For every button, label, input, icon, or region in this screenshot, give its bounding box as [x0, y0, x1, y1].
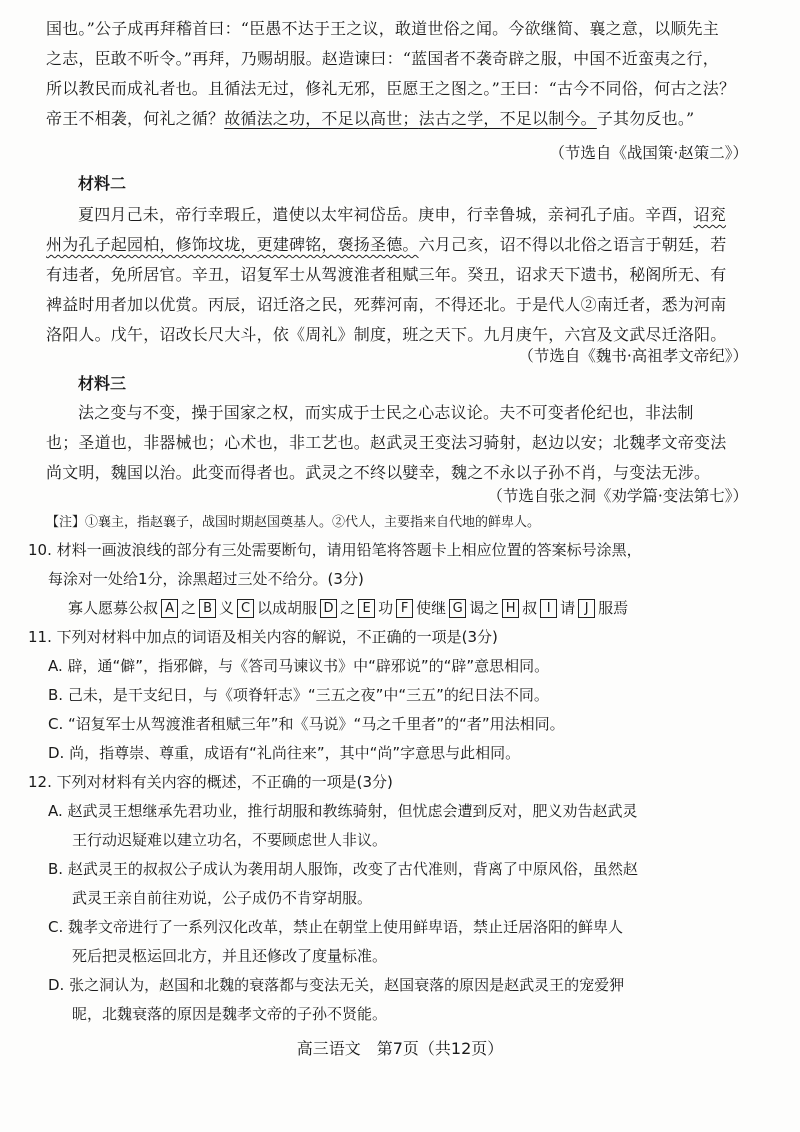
question-stem-cont: 每涂对一处给1分，涂黑超过三处不给分。(3分)	[48, 570, 364, 588]
material2-heading: 材料二	[78, 174, 127, 193]
option-a[interactable]: A. 赵武灵王想继承先君功业，推行胡服和教练骑射，但忧虑会遭到反对，肥义劝告赵武灵	[48, 802, 638, 820]
sentence-text: 以成胡服	[257, 599, 318, 617]
material1-source: （节选自《战国策·赵策二》）	[549, 144, 748, 162]
underlined-segment: 法古之学，不足以制今。	[418, 109, 597, 128]
wavy-underline-segment: 州为孔子起园柏，修饰坟垅，更建碑铭，褒扬圣德。	[46, 235, 419, 254]
answer-box-e[interactable]: E	[358, 599, 375, 618]
answer-box-c[interactable]: C	[237, 599, 254, 618]
question-stem: 11. 下列对材料中加点的词语及相关内容的解说，不正确的一项是(3分)	[28, 628, 498, 646]
material3-heading: 材料三	[78, 374, 127, 393]
sentence-text: 功	[378, 599, 394, 617]
answer-box-f[interactable]: F	[396, 599, 413, 618]
sentence-text: 谒之	[469, 599, 500, 617]
wavy-underline-segment: 诏兖	[693, 205, 727, 224]
answer-box-d[interactable]: D	[320, 599, 337, 618]
sentence-text: 寡人愿募公叔	[68, 599, 159, 617]
sentence-text: 义	[219, 599, 235, 617]
q10-sentence	[28, 594, 772, 623]
material1-line: 之志，臣敢不听令。”再拜，乃赐胡服。赵造谏曰：“蓝国者不袭奇辟之服，中国不近蛮夷之行，	[46, 49, 719, 68]
question-stem: 12. 下列对材料有关内容的概述，不正确的一项是(3分)	[28, 773, 393, 791]
material2-source: （节选自《魏书·高祖孝文帝纪》）	[518, 347, 748, 365]
text-segment: 六月己亥，诏不得以北俗之语言于朝廷，若	[418, 235, 727, 254]
material2-line	[46, 200, 760, 230]
underlined-segment: 故循法之功，不足以高世；	[224, 109, 419, 128]
sentence-text: 叔	[522, 599, 538, 617]
sentence-text: 之	[181, 599, 197, 617]
material1-text	[46, 14, 760, 134]
answer-box-h[interactable]: H	[502, 599, 519, 618]
material1-line-last	[46, 104, 760, 134]
material3-source: （节选自张之洞《劝学篇·变法第七》）	[487, 487, 748, 505]
sentence-text: 使继	[416, 599, 447, 617]
question-11	[28, 623, 772, 768]
text-segment: 夏四月己未，帝行幸瑕丘，遣使以太牢祠岱岳。庚申，行幸鲁城，亲祠孔子庙。辛酉，	[78, 205, 694, 224]
option-c-cont: 死后把灵柩运回北方，并且还修改了度量标准。	[72, 947, 388, 965]
answer-box-g[interactable]: G	[449, 599, 466, 618]
option-d[interactable]: D. 尚，指尊崇、尊重，成语有“礼尚往来”，其中“尚”字意思与此相同。	[48, 744, 521, 762]
answer-box-i[interactable]: I	[540, 599, 557, 618]
option-d[interactable]: D. 张之洞认为，赵国和北魏的衰落都与变法无关，赵国衰落的原因是赵武灵王的宠爱狎	[48, 976, 625, 994]
material3-text	[46, 398, 760, 488]
option-c[interactable]: C. 魏孝文帝进行了一系列汉化改革，禁止在朝堂上使用鲜卑语，禁止迁居洛阳的鲜卑人	[48, 918, 624, 936]
material3-line: 法之变与不变，操于国家之权，而实成于士民之心志议论。夫不可变者伦纪也，非法制	[78, 403, 694, 422]
answer-box-a[interactable]: A	[161, 599, 178, 618]
material3-line: 也；圣道也，非器械也；心术也，非工艺也。赵武灵王变法习骑射，赵边以安；北魏孝文帝变法	[46, 433, 727, 452]
material2-text	[46, 200, 760, 350]
question-stem: 10. 材料一画波浪线的部分有三处需要断句，请用铅笔将答题卡上相应位置的答案标号涂黑，	[28, 541, 642, 559]
material2-line	[46, 230, 760, 260]
material1-line: 国也。”公子成再拜稽首曰：“臣愚不达于王之议，敢道世俗之闻。今欲继简、襄之意，以顺先主	[46, 19, 719, 38]
material2-line: 有违者，免所居官。辛丑，诏复军士从驾渡淮者租赋三年。癸丑，诏求天下遗书，秘阁所无、有	[46, 265, 727, 284]
material3-line: 尚文明，魏国以治。此变而得者也。武灵之不终以嬖幸，魏之不永以子孙不肖，与变法无涉。	[46, 463, 711, 482]
text-segment: 帝王不相袭，何礼之循？	[46, 109, 225, 128]
option-b-cont: 武灵王亲自前往劝说，公子成仍不肯穿胡服。	[72, 889, 373, 907]
page-footer: 高三语文 第7页（共12页）	[296, 1039, 504, 1058]
material1-line: 所以教民而成礼者也。且循法无过，修礼无邪，臣愿王之图之。”王曰：“古今不同俗，何古之法？	[46, 79, 736, 98]
text-segment: 子其勿反也。”	[596, 109, 695, 128]
question-12	[28, 768, 772, 1029]
sentence-text: 服焉	[598, 599, 629, 617]
option-a[interactable]: A. 辟，通“僻”，指邪僻，与《答司马谏议书》中“辟邪说”的“辟”意思相同。	[48, 657, 550, 675]
option-b[interactable]: B. 己未，是干支纪日，与《项脊轩志》“三五之夜”中“三五”的纪日法不同。	[48, 686, 549, 704]
option-c[interactable]: C. “诏复军士从驾渡淮者租赋三年”和《马说》“马之千里者”的“者”用法相同。	[48, 715, 565, 733]
footnote: 【注】①襄主，指赵襄子，战国时期赵国奠基人。②代人，主要指来自代地的鲜卑人。	[46, 515, 541, 530]
sentence-text: 请	[560, 599, 576, 617]
option-a-cont: 王行动迟疑难以建立功名，不要顾虑世人非议。	[72, 831, 388, 849]
option-b[interactable]: B. 赵武灵王的叔叔公子成认为袭用胡人服饰，改变了古代准则，背离了中原风俗，虽然赵	[48, 860, 638, 878]
answer-box-b[interactable]: B	[199, 599, 216, 618]
material2-line: 裨益时用者加以优赏。丙辰，诏迁洛之民，死葬河南，不得还北。于是代人②南迁者，悉为河南	[46, 295, 727, 314]
option-d-cont: 昵，北魏衰落的原因是魏孝文帝的子孙不贤能。	[72, 1005, 388, 1023]
question-10	[28, 536, 772, 623]
answer-box-j[interactable]: J	[578, 599, 595, 618]
material2-line: 洛阳人。戊午，诏改长尺大斗，依《周礼》制度，班之天下。九月庚午，六宫及文武尽迁洛阳。	[46, 325, 727, 344]
sentence-text: 之	[340, 599, 356, 617]
